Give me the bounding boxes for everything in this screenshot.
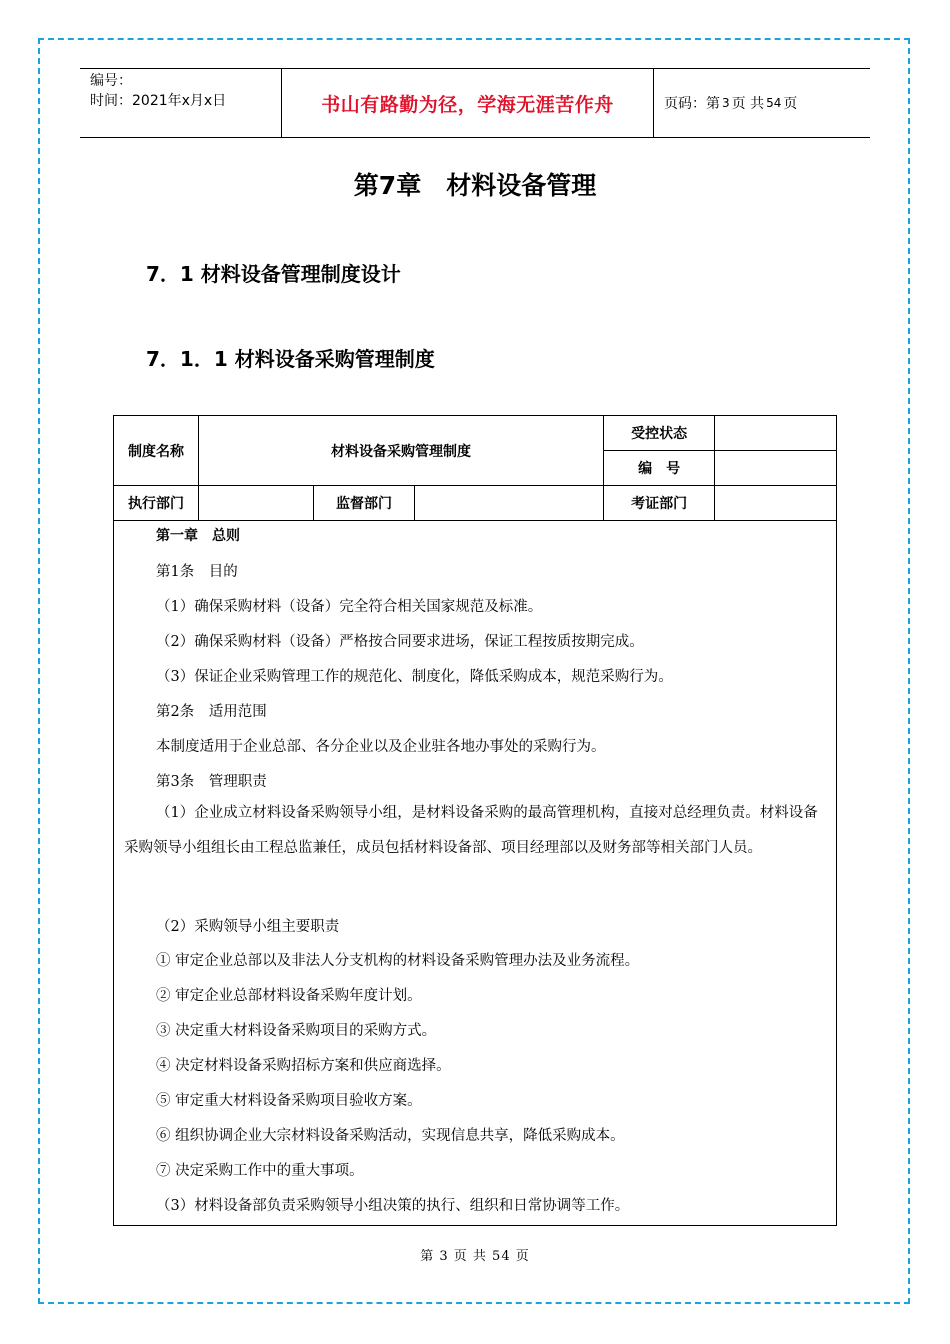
content-line: ① 审定企业总部以及非法人分支机构的材料设备采购管理办法及业务流程。 — [156, 953, 640, 969]
content-line: （2）确保采购材料（设备）严格按合同要求进场，保证工程按质按期完成。 — [156, 634, 644, 650]
page-mid: 页 共 — [731, 96, 765, 112]
page-prefix: 页码：第 — [664, 96, 720, 112]
exec-dept-label: 执行部门 — [114, 486, 199, 521]
page-suffix: 页 — [783, 96, 798, 112]
audit-dept-value — [715, 486, 837, 521]
supervise-dept-label: 监督部门 — [314, 486, 415, 521]
regulation-content — [113, 521, 837, 1226]
chapter-title: 第7章 材料设备管理 — [353, 171, 597, 200]
subsection-heading: 7．1．1 材料设备采购管理制度 — [146, 347, 435, 371]
content-line: 本制度适用于企业总部、各分企业以及企业驻各地办事处的采购行为。 — [156, 739, 606, 755]
name-label: 制度名称 — [114, 416, 199, 486]
content-line: 第3条 管理职责 — [156, 774, 267, 790]
header-motto: 书山有路勤为径，学海无涯苦作舟 — [282, 69, 654, 137]
code-value — [715, 451, 837, 486]
header-info — [80, 69, 282, 137]
content-line: ③ 决定重大材料设备采购项目的采购方式。 — [156, 1023, 437, 1039]
audit-dept-label: 考证部门 — [604, 486, 715, 521]
content-line: ④ 决定材料设备采购招标方案和供应商选择。 — [156, 1058, 451, 1074]
header-page-info — [654, 69, 870, 137]
page-total: 54 — [766, 96, 782, 110]
content-line: ⑥ 组织协调企业大宗材料设备采购活动，实现信息共享，降低采购成本。 — [156, 1128, 625, 1144]
control-status-label: 受控状态 — [604, 416, 715, 451]
page-number: 3 — [722, 96, 730, 110]
document-time: 时间：2021年x月x日 — [90, 93, 227, 109]
content-line: （2）采购领导小组主要职责 — [156, 919, 340, 935]
content-line: 第2条 适用范围 — [156, 704, 267, 720]
document-number-label: 编号： — [90, 73, 132, 89]
content-line: （1）确保采购材料（设备）完全符合相关国家规范及标准。 — [156, 599, 543, 615]
page-footer: 第 3 页 共 54 页 — [420, 1249, 530, 1264]
code-label: 编 号 — [604, 451, 715, 486]
control-status-value — [715, 416, 837, 451]
exec-dept-value — [199, 486, 314, 521]
name-value: 材料设备采购管理制度 — [199, 416, 604, 486]
content-line: （3）保证企业采购管理工作的规范化、制度化，降低采购成本，规范采购行为。 — [156, 669, 673, 685]
content-chapter-heading: 第一章 总则 — [156, 528, 240, 544]
section-heading: 7．1 材料设备管理制度设计 — [146, 262, 401, 286]
content-line: 第1条 目的 — [156, 564, 238, 580]
content-paragraph: （1）企业成立材料设备采购领导小组，是材料设备采购的最高管理机构，直接对总经理负责。材料设备采购领导小组组长由工程总监兼任，成员包括材料设备部、项目经理部以及财务部等相关部门人员。 — [124, 805, 818, 856]
page-header — [80, 68, 870, 138]
content-line: ② 审定企业总部材料设备采购年度计划。 — [156, 988, 422, 1004]
content-line: ⑤ 审定重大材料设备采购项目验收方案。 — [156, 1093, 422, 1109]
supervise-dept-value — [414, 486, 603, 521]
content-line: （3）材料设备部负责采购领导小组决策的执行、组织和日常协调等工作。 — [156, 1198, 630, 1214]
content-line: ⑦ 决定采购工作中的重大事项。 — [156, 1163, 364, 1179]
regulation-info-table — [113, 415, 837, 521]
